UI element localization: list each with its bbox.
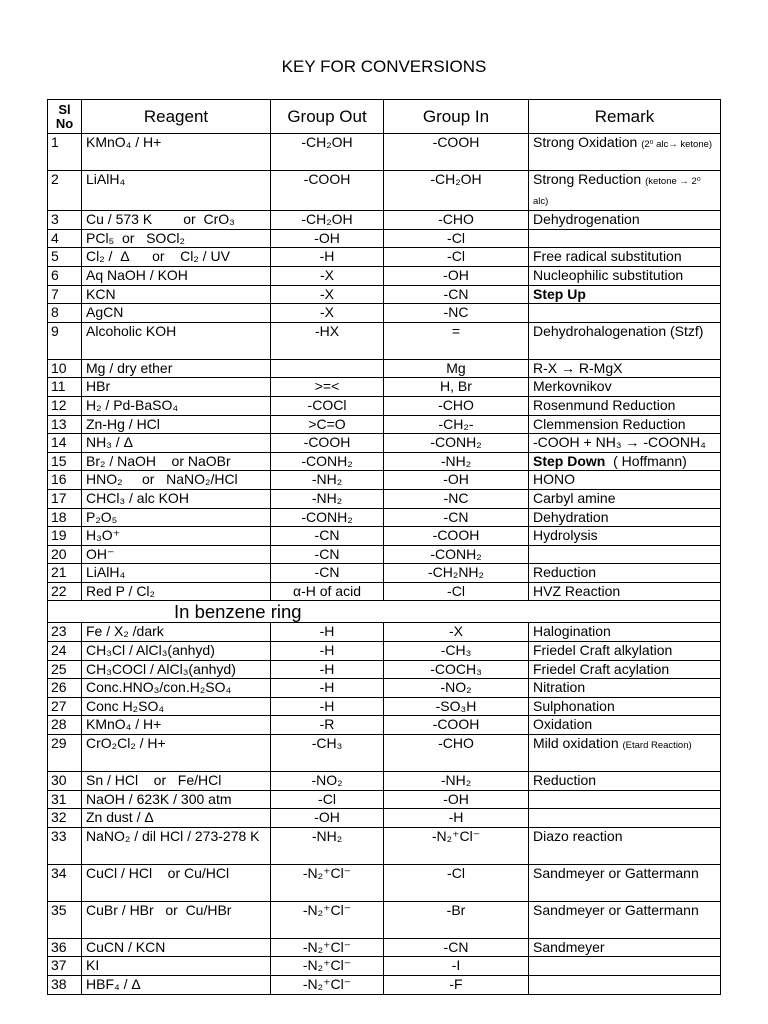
table-row [48,642,721,661]
row-number: 23 [48,623,82,642]
row-number: 25 [48,660,82,679]
group-out-cell: >=< [271,378,384,397]
remark-text: Dehydrohalogenation (Stzf) [533,322,704,339]
remark-text: Step Down [533,452,606,469]
group-in-cell: -CN [384,508,529,527]
group-in-cell: -SO₃H [384,697,529,716]
row-number: 35 [48,901,82,938]
reagent-cell: Br₂ / NaOH or NaOBr [82,452,271,471]
reagent-cell: Aq NaOH / KOH [82,266,271,285]
group-in-cell: -NC [384,489,529,508]
row-number: 26 [48,679,82,698]
remark-text: Merkovnikov [533,378,612,395]
group-in-cell: -NH₂ [384,772,529,791]
row-number: 28 [48,716,82,735]
group-out-cell: -COOH [271,434,384,453]
table-row [48,211,721,230]
group-out-cell: -N₂⁺Cl⁻ [271,976,384,995]
table-row [48,508,721,527]
reagent-cell: Cu / 573 K or CrO₃ [82,211,271,230]
group-out-cell: -H [271,642,384,661]
group-in-cell: -OH [384,790,529,809]
group-in-cell: -F [384,976,529,995]
row-number: 18 [48,508,82,527]
group-out-cell: -H [271,623,384,642]
header-sl-no: Sl No [48,100,82,134]
row-number: 31 [48,790,82,809]
row-number: 17 [48,489,82,508]
remark-text: Sandmeyer or Gattermann [533,901,699,918]
table-row [48,434,721,453]
remark-cell [529,415,721,434]
group-in-cell: -Cl [384,248,529,267]
group-out-cell: -HX [271,322,384,359]
remark-cell [529,697,721,716]
row-number: 3 [48,211,82,230]
group-in-cell: -CN [384,938,529,957]
reagent-cell: Conc H₂SO₄ [82,697,271,716]
group-out-cell: -X [271,304,384,323]
remark-text: Step Up [533,285,586,302]
group-in-cell: -Br [384,901,529,938]
reagent-cell: Zn dust / Δ [82,809,271,828]
remark-cell [529,827,721,864]
remark-note: (2⁰ alc→ ketone) [641,139,713,150]
reagent-cell: CrO₂Cl₂ / H+ [82,735,271,772]
group-out-cell: -R [271,716,384,735]
remark-cell [529,623,721,642]
row-number: 9 [48,322,82,359]
remark-cell [529,489,721,508]
table-row [48,790,721,809]
remark-cell [529,266,721,285]
remark-text: Friedel Craft acylation [533,660,670,677]
table-row [48,266,721,285]
remark-text: -COOH + NH₃ → -COONH₄ [533,434,706,451]
reagent-cell: Conc.HNO₃/con.H₂SO₄ [82,679,271,698]
group-in-cell: -X [384,623,529,642]
remark-cell [529,679,721,698]
row-number: 11 [48,378,82,397]
row-number: 32 [48,809,82,828]
table-row [48,489,721,508]
group-out-cell: -N₂⁺Cl⁻ [271,938,384,957]
group-out-cell: -CONH₂ [271,452,384,471]
table-row [48,809,721,828]
group-in-cell: -COCH₃ [384,660,529,679]
reagent-cell: CuCN / KCN [82,938,271,957]
reagent-cell: LiAlH₄ [82,564,271,583]
group-in-cell: -NC [384,304,529,323]
group-out-cell: -CN [271,545,384,564]
group-out-cell: -OH [271,229,384,248]
group-out-cell: -NH₂ [271,489,384,508]
remark-cell [529,134,721,171]
row-number: 20 [48,545,82,564]
table-row [48,134,721,171]
table-row [48,957,721,976]
remark-cell [529,359,721,378]
table-row [48,359,721,378]
group-out-cell: -H [271,248,384,267]
group-in-cell: -CONH₂ [384,434,529,453]
group-in-cell: -I [384,957,529,976]
group-out-cell: -NH₂ [271,827,384,864]
reagent-cell: NaNO₂ / dil HCl / 273-278 K [82,827,271,864]
remark-note: (ketone → 2⁰ alc) [533,176,701,207]
group-out-cell: -H [271,679,384,698]
group-in-cell: -CONH₂ [384,545,529,564]
group-out-cell [271,359,384,378]
remark-cell [529,229,721,248]
remark-cell [529,527,721,546]
remark-cell [529,452,721,471]
remark-cell [529,304,721,323]
remark-text: Carbyl amine [533,489,616,506]
remark-cell [529,211,721,230]
table-row [48,901,721,938]
remark-cell [529,976,721,995]
table-row [48,285,721,304]
row-number: 27 [48,697,82,716]
group-in-cell: -CH₃ [384,642,529,661]
table-row [48,545,721,564]
group-in-cell: -CN [384,285,529,304]
section-title: In benzene ring [48,601,721,623]
group-in-cell: = [384,322,529,359]
group-in-cell: -CH₂- [384,415,529,434]
table-row [48,772,721,791]
remark-cell [529,434,721,453]
group-out-cell: -NO₂ [271,772,384,791]
remark-cell [529,772,721,791]
table-row [48,415,721,434]
group-out-cell: -CONH₂ [271,508,384,527]
remark-text: Dehydrogenation [533,211,640,228]
remark-text: Free radical substitution [533,248,682,265]
remark-text: R-X → R-MgX [533,359,623,376]
reagent-cell: PCl₅ or SOCl₂ [82,229,271,248]
group-in-cell: -CH₂NH₂ [384,564,529,583]
table-row [48,452,721,471]
remark-cell [529,171,721,211]
remark-cell [529,322,721,359]
reagent-cell: LiAlH₄ [82,171,271,211]
remark-text: Oxidation [533,716,593,733]
group-out-cell: -N₂⁺Cl⁻ [271,957,384,976]
remark-text: Reduction [533,564,597,581]
reagent-cell: Cl₂ / Δ or Cl₂ / UV [82,248,271,267]
group-in-cell: -COOH [384,716,529,735]
remark-cell [529,582,721,601]
reagent-cell: P₂O₅ [82,508,271,527]
row-number: 8 [48,304,82,323]
row-number: 38 [48,976,82,995]
remark-cell [529,901,721,938]
reagent-cell: CuBr / HBr or Cu/HBr [82,901,271,938]
remark-cell [529,396,721,415]
reagent-cell: Red P / Cl₂ [82,582,271,601]
group-in-cell: -CH₂OH [384,171,529,211]
table-row [48,716,721,735]
remark-cell [529,285,721,304]
remark-text: Hydrolysis [533,527,598,544]
reagent-cell: Zn-Hg / HCl [82,415,271,434]
group-in-cell: -N₂⁺Cl⁻ [384,827,529,864]
remark-cell [529,660,721,679]
remark-cell [529,378,721,397]
table-body-aliphatic [48,134,721,601]
table-row [48,660,721,679]
group-in-cell: -NO₂ [384,679,529,698]
row-number: 21 [48,564,82,583]
table-row [48,679,721,698]
row-number: 30 [48,772,82,791]
reagent-cell: Fe / X₂ /dark [82,623,271,642]
row-number: 14 [48,434,82,453]
group-in-cell: -OH [384,471,529,490]
remark-cell [529,716,721,735]
reagent-cell: OH⁻ [82,545,271,564]
group-out-cell: -N₂⁺Cl⁻ [271,901,384,938]
remark-note: (Etard Reaction) [622,740,692,752]
group-out-cell: α-H of acid [271,582,384,601]
remark-text: Halogination [533,623,611,640]
group-out-cell: -CH₂OH [271,211,384,230]
remark-cell [529,545,721,564]
table-row [48,471,721,490]
table-row [48,623,721,642]
group-out-cell: -CH₂OH [271,134,384,171]
reagent-cell: H₃O⁺ [82,527,271,546]
remark-cell [529,809,721,828]
header-group-out: Group Out [271,100,384,134]
remark-cell [529,790,721,809]
group-out-cell: -OH [271,809,384,828]
group-in-cell: -H [384,809,529,828]
group-in-cell: -CHO [384,211,529,230]
reagent-cell: HBF₄ / Δ [82,976,271,995]
reagent-cell: CH₃Cl / AlCl₃(anhyd) [82,642,271,661]
table-row [48,582,721,601]
header-remark: Remark [529,100,721,134]
header-reagent: Reagent [82,100,271,134]
remark-cell [529,957,721,976]
group-out-cell: -CN [271,527,384,546]
section-row [48,601,721,623]
table-row [48,378,721,397]
group-in-cell: -Cl [384,864,529,901]
reagent-cell: Alcoholic KOH [82,322,271,359]
remark-text: HONO [533,471,575,488]
group-in-cell: -OH [384,266,529,285]
group-in-cell: -Cl [384,582,529,601]
remark-cell [529,735,721,772]
remark-text: Sulphonation [533,697,615,714]
table-row [48,229,721,248]
remark-extra: ( Hoffmann) [605,452,687,469]
reagent-cell: NH₃ / Δ [82,434,271,453]
group-in-cell: -CHO [384,396,529,415]
conversions-table [47,99,721,995]
group-in-cell: -COOH [384,134,529,171]
row-number: 34 [48,864,82,901]
table-row [48,322,721,359]
reagent-cell: HBr [82,378,271,397]
remark-cell [529,642,721,661]
remark-cell [529,938,721,957]
row-number: 7 [48,285,82,304]
table-row [48,827,721,864]
table-row [48,396,721,415]
reagent-cell: NaOH / 623K / 300 atm [82,790,271,809]
table-row [48,735,721,772]
row-number: 24 [48,642,82,661]
group-in-cell: -Cl [384,229,529,248]
remark-text: Friedel Craft alkylation [533,642,673,659]
remark-text: Mild oxidation [533,735,619,752]
group-out-cell: -X [271,266,384,285]
table-row [48,304,721,323]
row-number: 5 [48,248,82,267]
group-in-cell: Mg [384,359,529,378]
remark-cell [529,564,721,583]
row-number: 4 [48,229,82,248]
row-number: 16 [48,471,82,490]
group-out-cell: -H [271,660,384,679]
group-out-cell: -COCl [271,396,384,415]
row-number: 13 [48,415,82,434]
table-row [48,697,721,716]
section-row-group [48,601,721,623]
reagent-cell: CHCl₃ / alc KOH [82,489,271,508]
header-group-in: Group In [384,100,529,134]
remark-text: Sandmeyer or Gattermann [533,864,699,881]
row-number: 19 [48,527,82,546]
row-number: 6 [48,266,82,285]
reagent-cell: KMnO₄ / H+ [82,134,271,171]
group-in-cell: -CHO [384,735,529,772]
table-row [48,248,721,267]
row-number: 33 [48,827,82,864]
reagent-cell: Sn / HCl or Fe/HCl [82,772,271,791]
reagent-cell: KCN [82,285,271,304]
row-number: 12 [48,396,82,415]
remark-cell [529,471,721,490]
row-number: 2 [48,171,82,211]
reagent-cell: HNO₂ or NaNO₂/HCl [82,471,271,490]
table-row [48,527,721,546]
remark-text: Nitration [533,679,586,696]
reagent-cell: KMnO₄ / H+ [82,716,271,735]
remark-text: Clemmension Reduction [533,415,686,432]
remark-cell [529,864,721,901]
reagent-cell: KI [82,957,271,976]
remark-text: Reduction [533,772,597,789]
header-row [48,100,721,134]
group-in-cell: -COOH [384,527,529,546]
remark-text: Dehydration [533,508,609,525]
group-out-cell: -NH₂ [271,471,384,490]
group-in-cell: H, Br [384,378,529,397]
group-out-cell: -COOH [271,171,384,211]
remark-cell [529,248,721,267]
table-row [48,171,721,211]
remark-text: Nucleophilic substitution [533,266,684,283]
remark-text: Strong Oxidation [533,134,638,150]
row-number: 1 [48,134,82,171]
row-number: 29 [48,735,82,772]
row-number: 10 [48,359,82,378]
group-in-cell: -NH₂ [384,452,529,471]
row-number: 22 [48,582,82,601]
group-out-cell: -Cl [271,790,384,809]
reagent-cell: CuCl / HCl or Cu/HCl [82,864,271,901]
group-out-cell: -X [271,285,384,304]
remark-cell [529,508,721,527]
reagent-cell: CH₃COCl / AlCl₃(anhyd) [82,660,271,679]
table-body-benzene [48,623,721,994]
reagent-cell: Mg / dry ether [82,359,271,378]
reagent-cell: H₂ / Pd-BaSO₄ [82,396,271,415]
remark-text: Diazo reaction [533,827,623,844]
table-row [48,864,721,901]
table-row [48,564,721,583]
remark-text: Sandmeyer [533,938,605,955]
group-out-cell: >C=O [271,415,384,434]
reagent-cell: AgCN [82,304,271,323]
group-out-cell: -CH₃ [271,735,384,772]
group-out-cell: -CN [271,564,384,583]
row-number: 37 [48,957,82,976]
table-row [48,938,721,957]
remark-text: Strong Reduction [533,171,642,187]
page-title: KEY FOR CONVERSIONS [281,57,487,76]
remark-text: Rosenmund Reduction [533,396,676,413]
remark-text: HVZ Reaction [533,582,621,599]
group-out-cell: -H [271,697,384,716]
table-row [48,976,721,995]
group-out-cell: -N₂⁺Cl⁻ [271,864,384,901]
row-number: 36 [48,938,82,957]
row-number: 15 [48,452,82,471]
